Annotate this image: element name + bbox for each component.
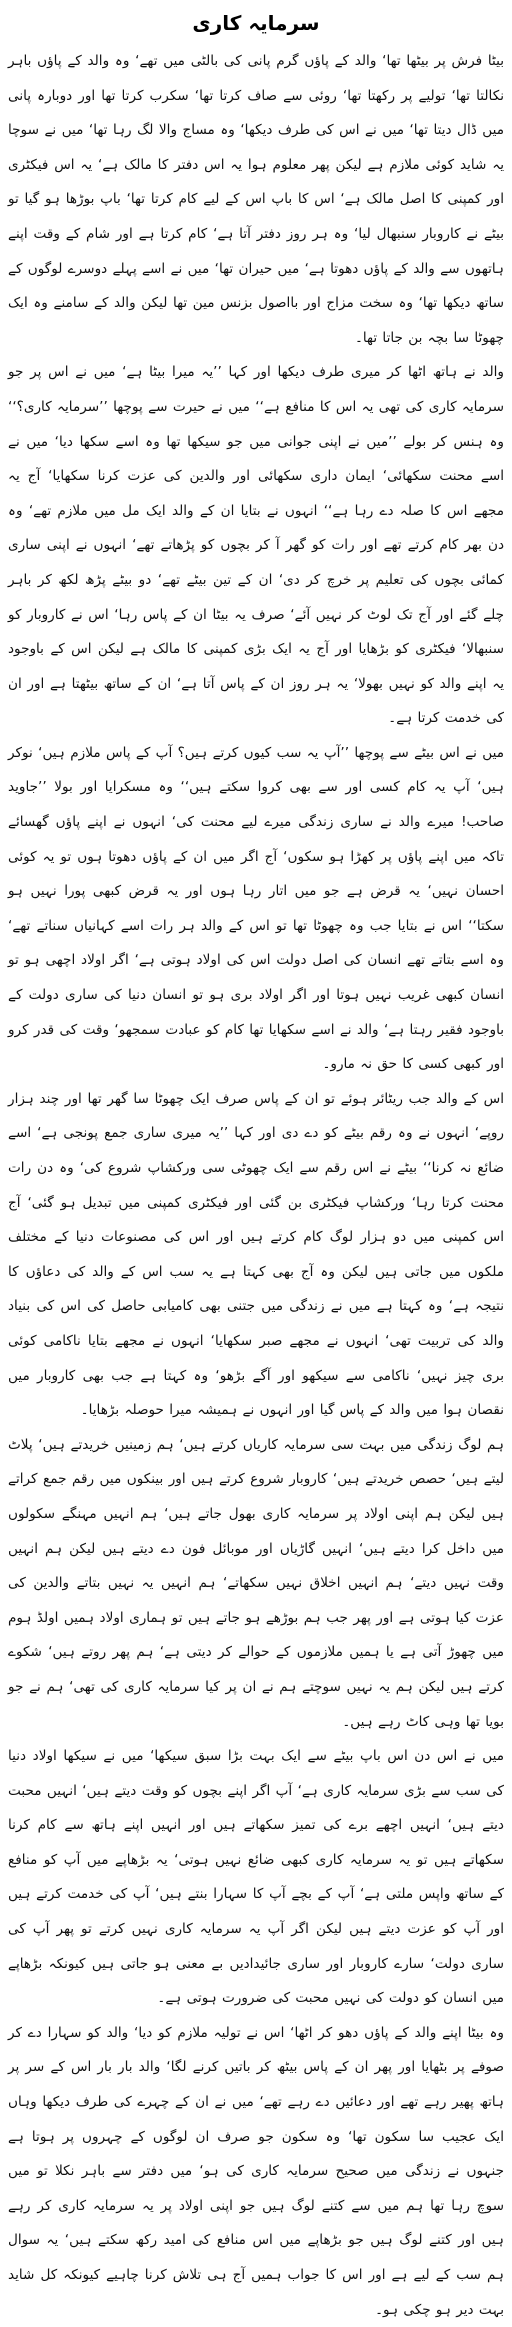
article-paragraph-3: میں نے اس بیٹے سے پوچھا ’’آپ یہ سب کیوں کرتے ہیں؟ آپ کے پاس ملازم ہیں‘ نوکر ہیں‘ آپ یہ کام کسی اور سے بھی کروا سکتے ہیں‘‘ وہ مسکرایا اور بولا ’’جاوید صاحب! میرے والد نے ساری زندگی میرے لیے محنت کی‘ انہوں نے اپنے پاؤں گھسائے تاکہ میں اپنے پاؤں پر کھڑا ہو سکوں‘ آج اگر میں ان کے پاؤں دھوتا ہوں تو یہ کوئی احسان نہیں‘ یہ قرض ہے جو میں اتار رہا ہوں اور یہ قرض کبھی پورا نہیں ہو سکتا‘‘ اس نے بتایا جب وہ چھوٹا تھا تو اس کے والد ہر رات اسے کہانیاں سناتے تھے‘ وہ اسے بتاتے تھے انسان کی اصل دولت اس کی اولاد ہوتی ہے‘ اگر اولاد اچھی ہو تو انسان کبھی غریب نہیں ہوتا اور اگر اولاد بری ہو تو انسان دنیا کی ساری دولت کے باوجود فقیر رہتا ہے‘ والد نے اسے سکھایا تھا کام کو عبادت سمجھو‘ وقت کی قدر کرو اور کبھی کسی کا حق نہ مارو۔ bbox=[8, 744, 504, 1073]
article-paragraph-7: وہ بیٹا اپنے والد کے پاؤں دھو کر اٹھا‘ اس نے تولیہ ملازم کو دیا‘ والد کو سہارا دے کر صوفے پر بٹھایا اور پھر ان کے پاس بیٹھ کر باتیں کرنے لگا‘ والد بار بار اس کے سر پر ہاتھ پھیر رہے تھے اور دعائیں دے رہے تھے‘ میں نے ان کے چہرے کی طرف دیکھا وہاں ایک عجیب سا سکون تھا‘ وہ سکون جو صرف ان لوگوں کے چہروں پر ہوتا ہے جنہوں نے زندگی میں صحیح سرمایہ کاری کی ہو‘ میں دفتر سے باہر نکلا تو میں سوچ رہا تھا ہم میں سے کتنے لوگ ہیں جو اپنی اولاد پر یہ سرمایہ کاری کر رہے ہیں اور کتنے لوگ ہیں جو بڑھاپے میں اس منافع کی امید رکھ سکتے ہیں‘ یہ سوال ہم سب کے لیے ہے اور اس کا جواب ہمیں آج ہی تلاش کرنا چاہیے کیونکہ کل شاید بہت دیر ہو چکی ہو۔ bbox=[8, 2024, 504, 2318]
title-container bbox=[8, 6, 504, 44]
article-paragraph-4: اس کے والد جب ریٹائر ہوئے تو ان کے پاس صرف ایک چھوٹا سا گھر تھا اور چند ہزار روپے‘ انہوں نے وہ رقم بیٹے کو دے دی اور کہا ’’یہ میری ساری جمع پونجی ہے‘ اسے ضائع نہ کرنا‘‘ بیٹے نے اس رقم سے ایک چھوٹی سی ورکشاپ شروع کی‘ وہ دن رات محنت کرتا رہا‘ ورکشاپ فیکٹری بن گئی اور فیکٹری کمپنی میں تبدیل ہو گئی‘ آج اس کمپنی میں دو ہزار لوگ کام کرتے ہیں اور اس کی مصنوعات دنیا کے مختلف ملکوں میں جاتی ہیں لیکن وہ آج بھی کہتا ہے یہ سب اس کے والد کی دعاؤں کا نتیجہ ہے‘ وہ کہتا ہے میں نے زندگی میں جتنی بھی کامیابی حاصل کی اس کی بنیاد والد کی تربیت تھی‘ انہوں نے مجھے صبر سکھایا‘ انہوں نے مجھے بتایا ناکامی کوئی بری چیز نہیں‘ ناکامی سے سیکھو اور آگے بڑھو‘ وہ کہتا ہے جب بھی کاروبار میں نقصان ہوا میں والد کے پاس گیا اور انہوں نے ہمیشہ میرا حوصلہ بڑھایا۔ bbox=[8, 1090, 504, 1419]
article-body bbox=[8, 44, 504, 2327]
article-paragraph-6: میں نے اس دن اس باپ بیٹے سے ایک بہت بڑا سبق سیکھا‘ میں نے سیکھا اولاد دنیا کی سب سے بڑی سرمایہ کاری ہے‘ آپ اگر اپنے بچوں کو وقت دیتے ہیں‘ انہیں محبت دیتے ہیں‘ انہیں اچھے برے کی تمیز سکھاتے ہیں اور انہیں اپنے ہاتھ سے کام کرنا سکھاتے ہیں تو یہ سرمایہ کاری کبھی ضائع نہیں ہوتی‘ یہ بڑھاپے میں آپ کو منافع کے ساتھ واپس ملتی ہے‘ آپ کے بچے آپ کا سہارا بنتے ہیں‘ آپ کی خدمت کرتے ہیں اور آپ کو عزت دیتے ہیں لیکن اگر آپ یہ سرمایہ کاری نہیں کرتے تو پھر آپ کی ساری دولت‘ سارے کاروبار اور ساری جائیدادیں بے معنی ہو جاتی ہیں کیونکہ بڑھاپے میں انسان کو دولت کی نہیں محبت کی ضرورت ہوتی ہے۔ bbox=[8, 1748, 504, 2007]
article-paragraph-5: ہم لوگ زندگی میں بہت سی سرمایہ کاریاں کرتے ہیں‘ ہم زمینیں خریدتے ہیں‘ پلاٹ لیتے ہیں‘ حصص خریدتے ہیں‘ کاروبار شروع کرتے ہیں اور بینکوں میں رقم جمع کراتے ہیں لیکن ہم اپنی اولاد پر سرمایہ کاری بھول جاتے ہیں‘ ہم انہیں مہنگے سکولوں میں داخل کرا دیتے ہیں‘ انہیں گاڑیاں اور موبائل فون دے دیتے ہیں لیکن ہم انہیں وقت نہیں دیتے‘ ہم انہیں اخلاق نہیں سکھاتے‘ ہم انہیں یہ نہیں بتاتے والدین کی عزت کیا ہوتی ہے اور پھر جب ہم بوڑھے ہو جاتے ہیں تو ہماری اولاد ہمیں اولڈ ہوم میں چھوڑ آتی ہے یا ہمیں ملازموں کے حوالے کر دیتی ہے‘ ہم پھر روتے ہیں‘ شکوے کرتے ہیں لیکن ہم یہ نہیں سوچتے ہم نے ان پر کیا سرمایہ کاری کی تھی‘ ہم نے جو بویا تھا وہی کاٹ رہے ہیں۔ bbox=[8, 1436, 504, 1730]
article-paragraph-2: والد نے ہاتھ اٹھا کر میری طرف دیکھا اور کہا ’’یہ میرا بیٹا ہے‘ میں نے اس پر جو سرمایہ کاری کی تھی یہ اس کا منافع ہے‘‘ میں نے حیرت سے پوچھا ’’سرمایہ کاری؟‘‘ وہ ہنس کر بولے ’’میں نے اپنی جوانی میں جو سیکھا تھا وہ اسے سکھا دیا‘ میں نے اسے محنت سکھائی‘ ایمان داری سکھائی اور والدین کی عزت کرنا سکھایا‘ آج یہ مجھے اس کا صلہ دے رہا ہے‘‘ انہوں نے بتایا ان کے والد ایک مل میں ملازم تھے‘ وہ دن بھر کام کرتے تھے اور رات کو گھر آ کر بچوں کو پڑھاتے تھے‘ انہوں نے اپنی ساری کمائی بچوں کی تعلیم پر خرچ کر دی‘ ان کے تین بیٹے تھے‘ دو بیٹے پڑھ لکھ کر باہر چلے گئے اور آج تک لوٹ کر نہیں آئے‘ صرف یہ بیٹا ان کے پاس رہا‘ اس نے کاروبار کو سنبھالا‘ فیکٹری کو بڑھایا اور آج یہ ایک بڑی کمپنی کا مالک ہے لیکن اس کے باوجود یہ اپنے والد کو نہیں بھولا‘ یہ ہر روز ان کے پاس آتا ہے‘ ان کے ساتھ بیٹھتا ہے اور ان کی خدمت کرتا ہے۔ bbox=[8, 364, 504, 727]
article-title: سرمایہ کاری bbox=[192, 11, 320, 35]
article-paragraph-1: بیٹا فرش پر بیٹھا تھا‘ والد کے پاؤں گرم پانی کی بالٹی میں تھے‘ وہ والد کے پاؤں باہر نکالتا تھا‘ تولیے پر رکھتا تھا‘ روئی سے صاف کرتا تھا‘ سکرب کرتا تھا اور دوبارہ پانی میں ڈال دیتا تھا‘ میں نے اس کی طرف دیکھا‘ وہ مساج والا لگ رہا تھا‘ میں نے سوچا یہ شاید کوئی ملازم ہے لیکن پھر معلوم ہوا یہ اس دفتر کا مالک ہے‘ یہ اس فیکٹری اور کمپنی کا اصل مالک ہے‘ اس کا باپ اس کے لیے کام کرتا تھا‘ باپ بوڑھا ہو گیا تو بیٹے نے کاروبار سنبھال لیا‘ وہ ہر روز دفتر آتا ہے‘ کام کرتا ہے اور شام کے وقت اپنے ہاتھوں سے والد کے پاؤں دھوتا ہے‘ میں حیران تھا‘ میں نے اسے پہلے دوسرے لوگوں کے ساتھ دیکھا تھا‘ وہ سخت مزاج اور بااصول بزنس مین تھا لیکن والد کے سامنے وہ ایک چھوٹا سا بچہ بن جاتا تھا۔ bbox=[8, 53, 504, 346]
